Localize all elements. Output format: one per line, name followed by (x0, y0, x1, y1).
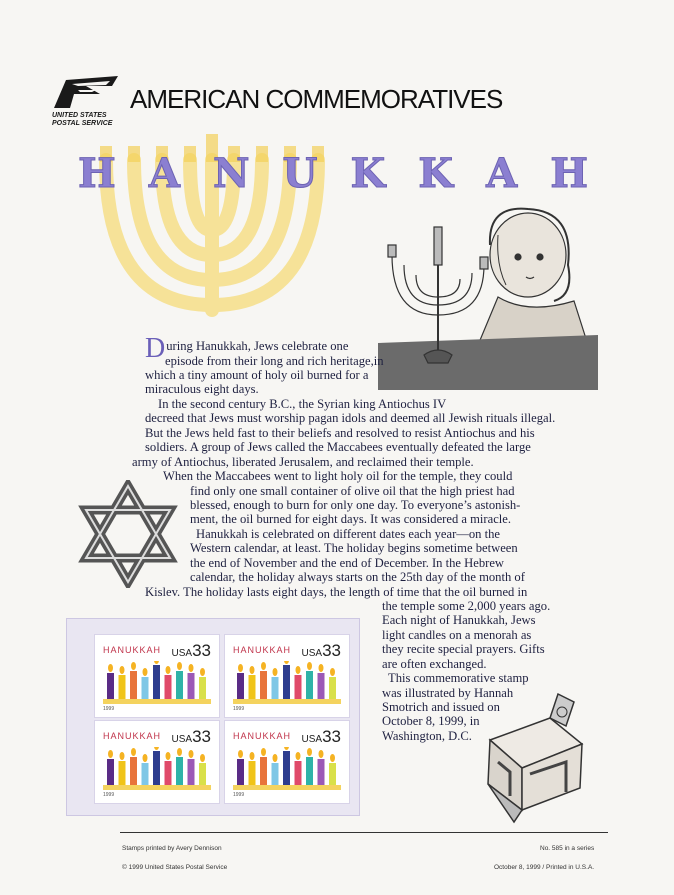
text-line: But the Jews held fast to their beliefs and resolved to resist Antiochus and his (145, 426, 535, 440)
candle-base (103, 699, 211, 704)
candle-flame (143, 668, 148, 676)
candle-flame (330, 754, 335, 762)
candle-flame (250, 752, 255, 760)
text-line: episode from their long and rich heritage,in (165, 354, 384, 368)
candle (119, 675, 126, 699)
candle (329, 677, 336, 699)
candle-flame (330, 668, 335, 676)
candle-flame (284, 661, 289, 664)
candle-flame (189, 664, 194, 672)
text-line: army of Antiochus, liberated Jerusalem, and reclaimed their temple. (132, 455, 474, 469)
candle (283, 751, 290, 785)
child-menorah-engraving (378, 205, 598, 390)
candle (260, 757, 267, 785)
candle (283, 665, 290, 699)
candle-flame (261, 662, 266, 670)
text-line: Each night of Hanukkah, Jews (382, 613, 536, 627)
printer-credit: Stamps printed by Avery Dennison (122, 845, 222, 852)
stamp-denomination: USA33 (171, 727, 211, 746)
candle-base (233, 785, 341, 790)
stamp (227, 723, 347, 801)
candle (119, 761, 126, 785)
candle (130, 757, 137, 785)
candle (260, 671, 267, 699)
candle-flame (307, 662, 312, 670)
stamp-title: HANUKKAH (233, 645, 292, 655)
candle (130, 671, 137, 699)
candle-flame (131, 748, 136, 756)
stamp-title: HANUKKAH (103, 645, 162, 655)
stamp (97, 637, 217, 715)
text-line: Hanukkah is celebrated on different dates each year—on the (196, 527, 500, 541)
stamp-title: HANUKKAH (233, 731, 292, 741)
candle-flame (120, 666, 125, 674)
candle (176, 671, 183, 699)
text-line: decreed that Jews must worship pagan idols and deemed all Jewish rituals illegal. (145, 411, 556, 425)
page-header: AMERICAN COMMEMORATIVES (130, 84, 503, 114)
candles-illustration (103, 747, 211, 793)
candle-flame (189, 750, 194, 758)
candle-base (233, 699, 341, 704)
candle-flame (319, 750, 324, 758)
stamp-denomination: USA33 (301, 727, 341, 746)
candle-flame (108, 664, 113, 672)
candle-flame (250, 666, 255, 674)
hanukkah-title (78, 150, 588, 197)
text-line: light candles on a menorah as (382, 628, 532, 642)
text-line: Kislev. The holiday lasts eight days, the length of time that the oil burned in (145, 585, 528, 599)
title-letter: N (212, 150, 250, 197)
candle-flame (284, 747, 289, 750)
title-letter: H (550, 150, 588, 197)
dreidel-icon (470, 692, 590, 824)
text-line: Washington, D.C. (382, 729, 472, 743)
candle (272, 677, 279, 699)
text-line: the end of November and the end of December. In the Hebrew (190, 556, 505, 570)
candle-flame (177, 748, 182, 756)
candle (237, 673, 244, 699)
candle (165, 761, 172, 785)
logo-line-1: UNITED STATES (52, 112, 107, 119)
candle (153, 665, 160, 699)
series-number: No. 585 in a series (540, 845, 595, 852)
candle-flame (131, 662, 136, 670)
title-letter: U (282, 150, 318, 197)
stamp-year: 1999 (233, 706, 245, 712)
title-letter: H (78, 150, 116, 197)
candle (107, 673, 114, 699)
star-of-david-icon (78, 480, 178, 588)
text-line: find only one small container of olive oil that the high priest had (190, 484, 515, 498)
text-line: October 8, 1999, in (382, 714, 480, 728)
text-line: are often exchanged. (382, 657, 487, 671)
text-line: miraculous eight days. (145, 382, 259, 396)
candle-base (103, 785, 211, 790)
candle (249, 675, 256, 699)
candle-flame (200, 754, 205, 762)
candle-flame (154, 661, 159, 664)
candle (199, 677, 206, 699)
candle (107, 759, 114, 785)
stamp (227, 637, 347, 715)
text-line: Western calendar, at least. The holiday begins sometime between (190, 541, 518, 555)
candle (188, 673, 195, 699)
candle (237, 759, 244, 785)
candle (142, 677, 149, 699)
candle-flame (166, 752, 171, 760)
candle-flame (120, 752, 125, 760)
drop-cap: D (145, 333, 166, 364)
text-line: soldiers. A group of Jews called the Maccabees eventually defeated the large (145, 440, 531, 454)
text-line: Smotrich and issued on (382, 700, 500, 714)
candles-illustration (103, 661, 211, 707)
candle-flame (273, 754, 278, 762)
usps-eagle-logo (52, 64, 122, 118)
candle-flame (261, 748, 266, 756)
stamp-year: 1999 (103, 792, 115, 798)
stamp-denomination: USA33 (171, 641, 211, 660)
stamp-year: 1999 (103, 706, 115, 712)
candle (142, 763, 149, 785)
candle-flame (319, 664, 324, 672)
candle (199, 763, 206, 785)
candle-flame (166, 666, 171, 674)
text-line: they recite special prayers. Gifts (382, 642, 545, 656)
candle (165, 675, 172, 699)
candle (272, 763, 279, 785)
stamp-title: HANUKKAH (103, 731, 162, 741)
candle-flame (108, 750, 113, 758)
candle (153, 751, 160, 785)
candle (188, 759, 195, 785)
title-letter: K (350, 150, 386, 197)
candles-illustration (233, 661, 341, 707)
issue-date: October 8, 1999 / Printed in U.S.A. (494, 864, 595, 871)
text-line: which a tiny amount of holy oil burned for a (145, 368, 369, 382)
candle-flame (238, 750, 243, 758)
candle-flame (307, 748, 312, 756)
candle (318, 673, 325, 699)
candle-flame (154, 747, 159, 750)
text-line: When the Maccabees went to light holy oil for the temple, they could (163, 469, 513, 483)
copyright: © 1999 United States Postal Service (122, 864, 228, 871)
text-line: calendar, the holiday always starts on the 25th day of the month of (190, 570, 525, 584)
candle-flame (238, 664, 243, 672)
text-line: the temple some 2,000 years ago. (382, 599, 551, 613)
candle (249, 761, 256, 785)
logo-line-2: POSTAL SERVICE (52, 120, 113, 127)
candle (306, 757, 313, 785)
candle-flame (200, 668, 205, 676)
title-letter: A (148, 150, 180, 197)
footer-rule (120, 832, 608, 833)
stamp-block (66, 618, 360, 816)
candle-flame (143, 754, 148, 762)
stamp (97, 723, 217, 801)
candle (295, 761, 302, 785)
text-line: This commemorative stamp (388, 671, 529, 685)
candle-flame (177, 662, 182, 670)
candle (295, 675, 302, 699)
text-line: ment, the oil burned for eight days. It was considered a miracle. (190, 512, 512, 526)
title-letter: K (418, 150, 454, 197)
candle (329, 763, 336, 785)
text-line: In the second century B.C., the Syrian king Antiochus IV (158, 397, 447, 411)
candles-illustration (233, 747, 341, 793)
candle-flame (296, 666, 301, 674)
candle-flame (273, 668, 278, 676)
candle (318, 759, 325, 785)
text-line: was illustrated by Hannah (382, 686, 514, 700)
stamp-year: 1999 (233, 792, 245, 798)
candle (176, 757, 183, 785)
title-letter: A (486, 150, 518, 197)
candle (306, 671, 313, 699)
text-line: blessed, enough to burn for only one day. To everyone’s astonish- (190, 498, 521, 512)
candle-flame (296, 752, 301, 760)
text-line: uring Hanukkah, Jews celebrate one (166, 339, 349, 353)
stamp-denomination: USA33 (301, 641, 341, 660)
